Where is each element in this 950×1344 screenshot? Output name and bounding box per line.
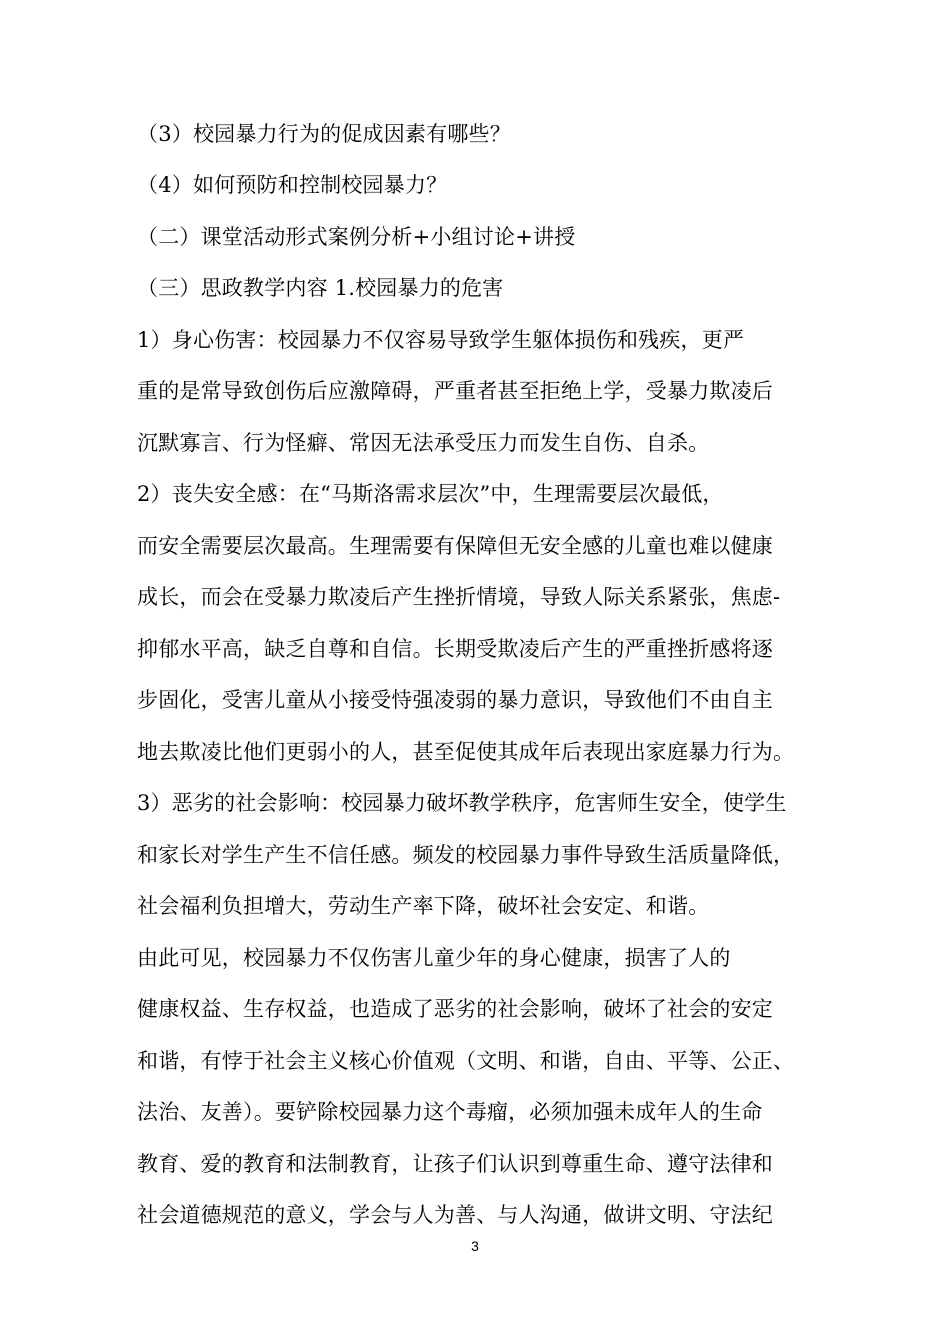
text-line-12: 步固化，受害儿童从小接受恃强凌弱的暴力意识，导致他们不由自主 (137, 688, 773, 712)
text-line-15: 和家长对学生产生不信任感。频发的校园暴力事件导致生活质量降低， (137, 843, 795, 867)
text-line-18: 健康权益、生存权益，也造成了恶劣的社会影响，破坏了社会的安定 (137, 997, 773, 1021)
text-line-11: 抑郁水平高，缺乏自尊和自信。长期受欺凌后产生的严重挫折感将逐 (137, 637, 773, 661)
text-line-8: 2）丧失安全感：在“马斯洛需求层次”中，生理需要层次最低， (137, 482, 724, 506)
page-number: 3 (471, 1238, 479, 1254)
text-line-3: （二）课堂活动形式案例分析+小组讨论+讲授 (137, 225, 576, 249)
text-line-19: 和谐，有悖于社会主义核心价值观（文明、和谐，自由、平等、公正、 (137, 1049, 795, 1073)
text-line-7: 沉默寡言、行为怪癖、常因无法承受压力而发生自伤、自杀。 (137, 431, 710, 455)
text-line-16: 社会福利负担增大，劳动生产率下降，破坏社会安定、和谐。 (137, 894, 710, 918)
text-line-14: 3）恶劣的社会影响：校园暴力破坏教学秩序，危害师生安全，使学生 (137, 791, 787, 815)
text-line-13: 地去欺凌比他们更弱小的人，甚至促使其成年后表现出家庭暴力行为。 (137, 740, 795, 764)
text-line-5: 1）身心伤害：校园暴力不仅容易导致学生躯体损伤和残疾，更严 (137, 328, 745, 352)
text-line-6: 重的是常导致创伤后应激障碍，严重者甚至拒绝上学，受暴力欺凌后 (137, 379, 773, 403)
text-line-21: 教育、爱的教育和法制教育，让孩子们认识到尊重生命、遵守法律和 (137, 1152, 773, 1176)
text-line-2: （4）如何预防和控制校园暴力？ (137, 173, 448, 197)
text-line-9: 而安全需要层次最高。生理需要有保障但无安全感的儿童也难以健康 (137, 534, 773, 558)
text-line-4: （三）思政教学内容 1.校园暴力的危害 (137, 276, 504, 300)
text-line-17: 由此可见，校园暴力不仅伤害儿童少年的身心健康，损害了人的 (137, 946, 731, 970)
text-line-20: 法治、友善）。要铲除校园暴力这个毒瘤，必须加强未成年人的生命 (137, 1100, 763, 1124)
text-line-10: 成长，而会在受暴力欺凌后产生挫折情境，导致人际关系紧张，焦虑- (137, 585, 781, 609)
text-line-22: 社会道德规范的意义，学会与人为善、与人沟通，做讲文明、守法纪 (137, 1203, 773, 1227)
text-line-1: （3）校园暴力行为的促成因素有哪些？ (137, 122, 511, 146)
